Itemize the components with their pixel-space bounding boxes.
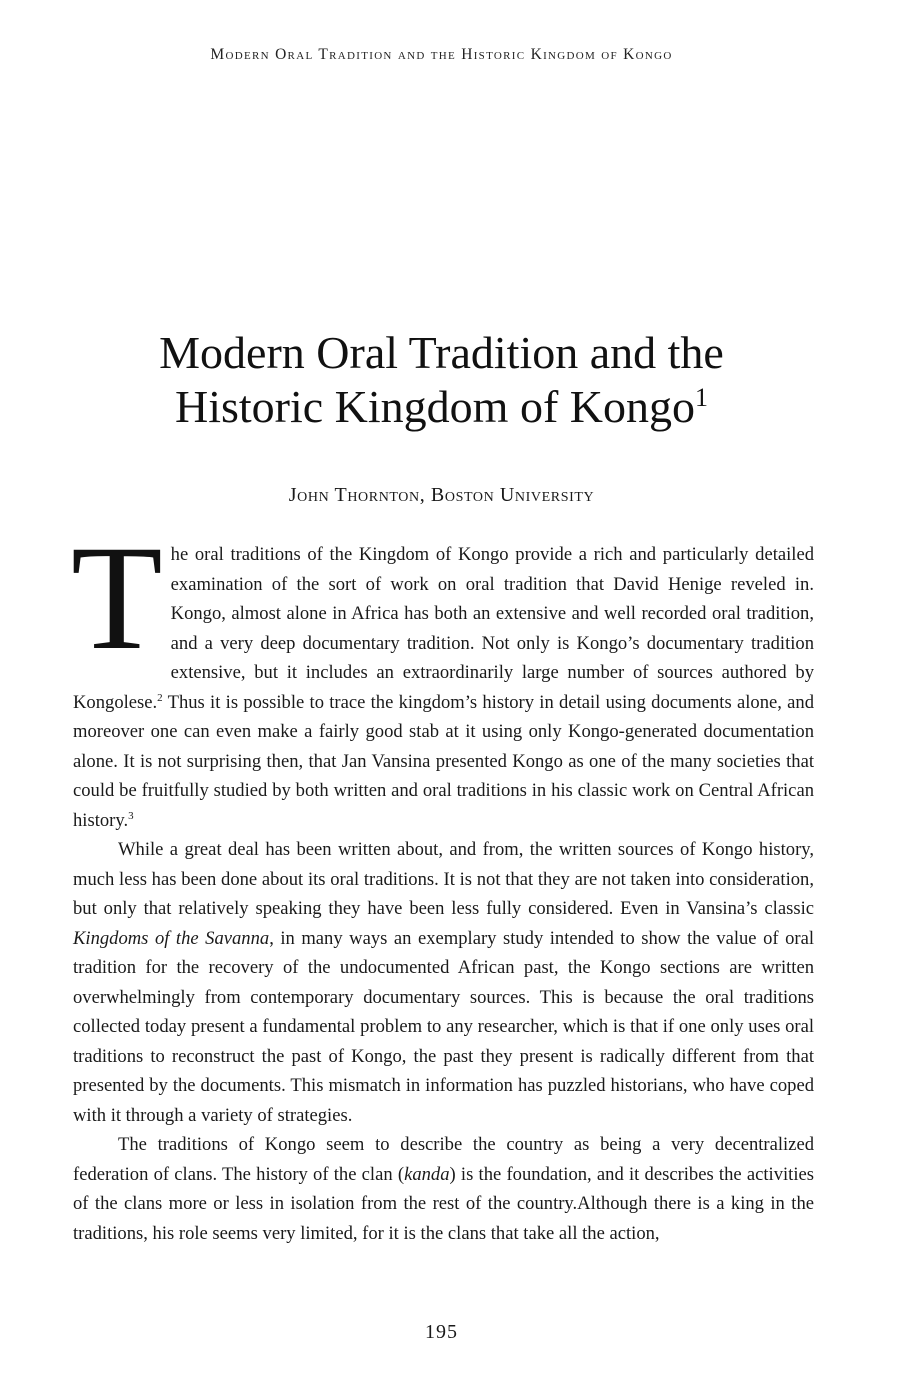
title-line-2: Historic Kingdom of Kongo bbox=[174, 381, 695, 432]
paragraph-1-text-b: Thus it is possible to trace the kingdom’s history in detail using documents alone, and moreover one can even make a fairly good stab at it using only Kongo-generated documentation alone. It is not surprising then, that Jan Vansina presented Kongo as one of the many societies that could be fruitfully studied by both written and oral traditions in his classic work on Central African history. bbox=[73, 691, 814, 831]
paragraph-2-text-b: , in many ways an exemplary study intended to show the value of oral tradition for the recovery of the undocumented African past, the Kongo sections are written overwhelmingly from contemporary documentary sources. This is because the oral traditions collected today present a fundamental problem to any researcher, which is that if one only uses oral traditions to reconstruct the past of Kongo, the past they present is radically different from that presented by the documents. This mismatch in information has puzzled historians, who have coped with it through a variety of strategies. bbox=[73, 927, 814, 1126]
running-head: Modern Oral Tradition and the Historic Kingdom of Kongo bbox=[210, 46, 673, 63]
paragraph-1 bbox=[71, 515, 814, 835]
article-body bbox=[71, 515, 814, 1248]
paragraph-3-text-b: ) is the foundation, and it describes the activities of the clans more or less in isolation from the rest of the country.Although there is a king in the traditions, his role seems very limited, for it is the clans that take all the action, bbox=[73, 1163, 814, 1244]
title-line-1: Modern Oral Tradition and the bbox=[159, 327, 724, 378]
drop-cap: T bbox=[71, 515, 163, 681]
paragraph-2-text-a: While a great deal has been written about, and from, the written sources of Kongo history, much less has been done about its oral traditions. It is not that they are not taken into consideration, but only that relatively speaking they have been less fully considered. Even in Vansina’s classic bbox=[73, 839, 814, 919]
paragraph-3 bbox=[73, 1130, 814, 1248]
paragraph-1-text-a: he oral traditions of the Kingdom of Kongo provide a rich and particularly detailed examination of the sort of work on oral tradition that David Henige reveled in. Kongo, almost alone in Africa has both an extensive and well recorded oral tradition, and a very deep documentary tradition. Not only is Kongo’s documentary tradition extensive, but it includes an extraordinarily large number of sources authored by Kongolese. bbox=[73, 544, 814, 713]
footnote-ref-3[interactable]: 3 bbox=[128, 809, 134, 822]
page-number: 195 bbox=[425, 1321, 458, 1343]
footnote-ref-2[interactable]: 2 bbox=[157, 691, 163, 704]
author-byline: John Thornton, Boston University bbox=[288, 484, 595, 506]
paragraph-2 bbox=[73, 835, 814, 1130]
book-title-italic: Kingdoms of the Savanna bbox=[73, 927, 270, 949]
term-italic: kanda bbox=[404, 1163, 450, 1185]
title-footnote-marker[interactable]: 1 bbox=[695, 383, 708, 412]
article-title bbox=[0, 326, 883, 434]
paragraph-3-text-a: The traditions of Kongo seem to describe the country as being a very decentralized federation of clans. The history of the clan ( bbox=[73, 1134, 814, 1185]
